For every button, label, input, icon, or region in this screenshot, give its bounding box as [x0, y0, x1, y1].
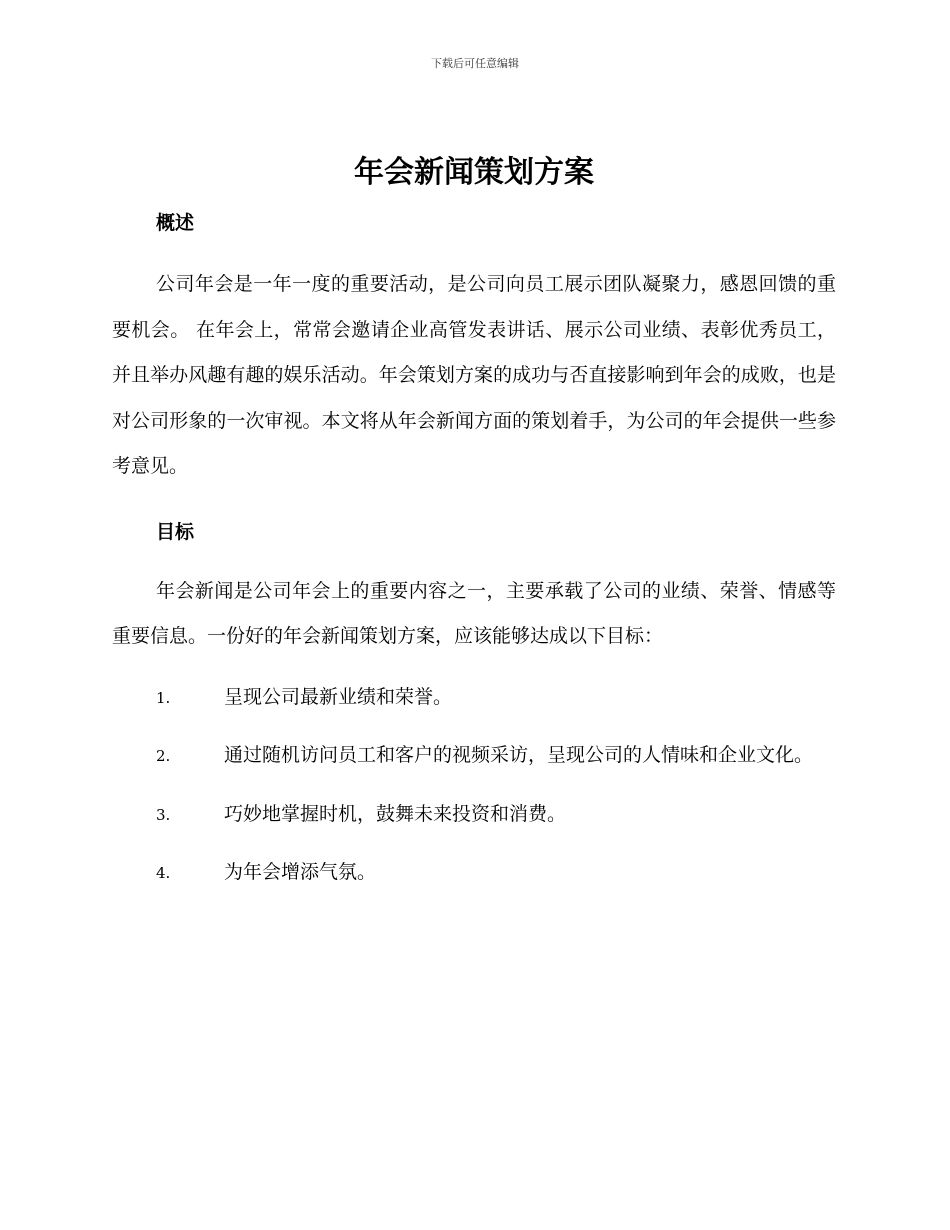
list-item	[112, 675, 836, 722]
section-heading-goal: 目标	[156, 520, 195, 543]
list-item-number: 3.	[156, 805, 171, 824]
goal-list	[112, 675, 836, 897]
document-title: 年会新闻策划方案	[354, 155, 594, 190]
header-note: 下载后可任意编辑	[431, 57, 519, 70]
list-item-number: 1.	[156, 688, 171, 707]
list-item-number: 4.	[156, 864, 171, 882]
goal-paragraph: 年会新闻是公司年会上的重要内容之一，主要承载了公司的业绩、荣誉、情感等重要信息。一份好的年会新闻策划方案，应该能够达成以下目标：	[112, 579, 836, 647]
overview-paragraph: 公司年会是一年一度的重要活动，是公司向员工展示团队凝聚力，感恩回馈的重要机会。 在年会上，常常会邀请企业高管发表讲话、展示公司业绩、表彰优秀员工，并且举办风趣有趣的娱乐活动。年会策划方案的成功与否直接影响到年会的成败，也是对公司形象的一次审视。本文将从年会新闻方面的策划着手，为公司的年会提供一些参考意见。	[112, 273, 836, 477]
list-item	[112, 792, 836, 839]
document-content	[112, 150, 836, 897]
section-heading-overview: 概述	[156, 212, 195, 234]
list-item-text: 为年会增添气氛。	[224, 861, 377, 883]
list-item	[112, 733, 836, 780]
list-item-text: 巧妙地掌握时机，鼓舞未来投资和消费。	[224, 802, 567, 825]
list-item	[112, 850, 836, 897]
list-item-text: 呈现公司最新业绩和荣誉。	[224, 685, 453, 708]
list-item-text: 通过随机访问员工和客户的视频采访，呈现公司的人情味和企业文化。	[224, 744, 814, 766]
list-item-number: 2.	[156, 747, 171, 765]
